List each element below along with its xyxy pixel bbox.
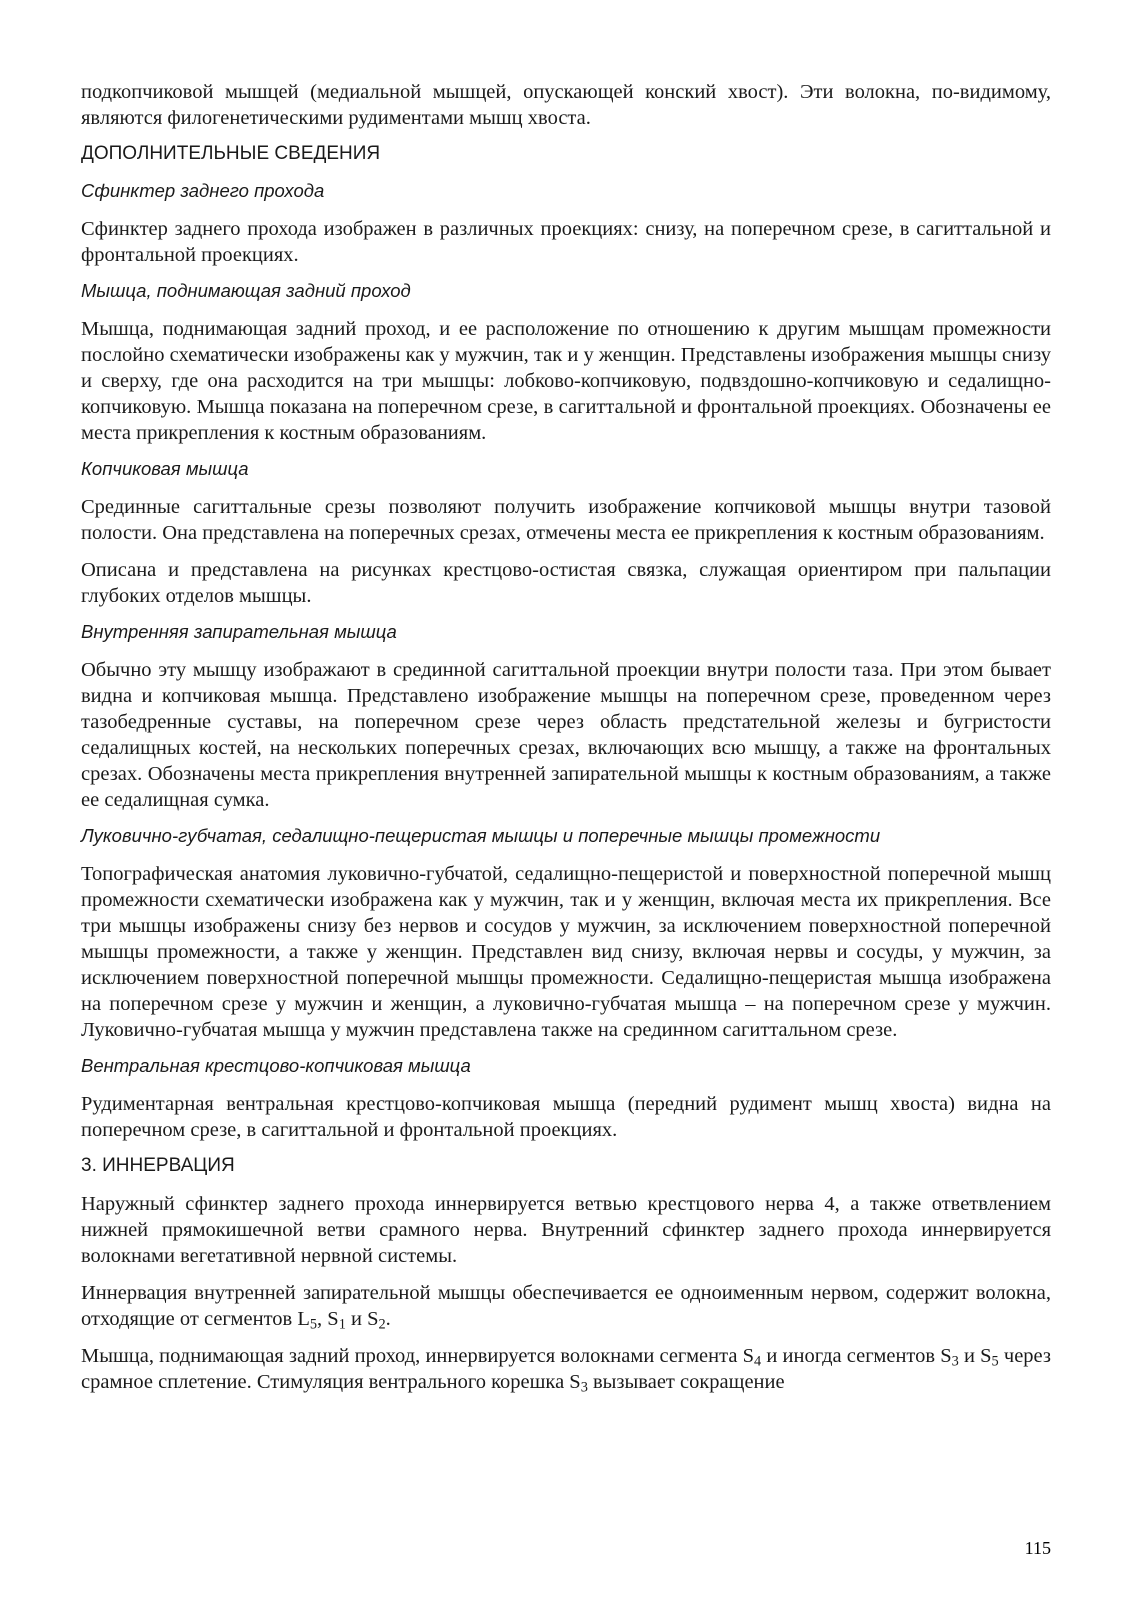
heading-levator-ani: Мышца, поднимающая задний проход bbox=[81, 280, 411, 301]
para-levator-nerve: Мышца, поднимающая задний проход, иннервируется волокнами сегмента $S_4$ и иногда сегментов $S_3$ и $S_5$ через срамное сплетение. Стимуляция вентрального корешка $S_3$ вызывает сокращение bbox=[81, 1345, 1051, 1396]
para-continued-intro: подкопчиковой мышцей (медиальной мышцей, опускающей конский хвост). Эти волокна, по-видимому, являются филогенетическими рудиментами мышц хвоста. bbox=[81, 81, 1051, 129]
text-blocks bbox=[81, 79, 1051, 1269]
para-coccygeus-1: Срединные сагиттальные срезы позволяют получить изображение копчиковой мышцы внутри тазовой полости. Она представлена на поперечных срезах, отмечены места ее прикрепления к костным образованиям. bbox=[81, 496, 1051, 544]
para-coccygeus-2: Описана и представлена на рисунках крестцово-остистая связка, служащая ориентиром при пальпации глубоких отделов мышцы. bbox=[81, 559, 1051, 607]
page-number: 115 bbox=[1024, 1538, 1051, 1558]
heading-anal-sphincter: Сфинктер заднего прохода bbox=[81, 180, 325, 201]
heading-ventral-sacrococcygeal: Вентральная крестцово-копчиковая мышца bbox=[81, 1055, 471, 1076]
para-obturator-nerve: Иннервация внутренней запирательной мышцы обеспечивается ее одноименным нервом, содержит волокна, отходящие от сегментов $L_5$, $S_1$ и $S_2$. bbox=[81, 1282, 1051, 1333]
para-ventral-sacrococcygeal: Рудиментарная вентральная крестцово-копчиковая мышца (передний рудимент мышц хвоста) видна на поперечном срезе, в сагиттальной и фронтальной проекциях. bbox=[81, 1093, 1051, 1141]
heading-obturator-internus: Внутренняя запирательная мышца bbox=[81, 621, 397, 642]
heading-innervation: 3. ИННЕРВАЦИЯ bbox=[81, 1155, 235, 1176]
heading-bulbospongiosus: Луковично-губчатая, седалищно-пещеристая мышцы и поперечные мышцы промежности bbox=[81, 825, 881, 846]
para-bulbospongiosus: Топографическая анатомия луковично-губчатой, седалищно-пещеристой и поверхностной поперечной мышц промежности схематически изображена как у мужчин, так и у женщин, включая места их прикрепления. Все три мышцы изображены снизу без нервов и сосудов у мужчин, за исключением поверхностной поперечной мышцы промежности, а также у женщин. Представлен вид снизу, включая нервы и сосуды, у мужчин, за исключением поверхностной поперечной мышцы промежности. Седалищно-пещеристая мышца изображена на поперечном срезе у мужчин и женщин, а луковично-губчатая мышца – на поперечном срезе у мужчин. Луковично-губчатая мышца у мужчин представлена также на срединном сагиттальном срезе. bbox=[81, 863, 1051, 1041]
para-innervation-1: Наружный сфинктер заднего прохода иннервируется ветвью крестцового нерва 4, а также ответвлением нижней прямокишечной ветви срамного нерва. Внутренний сфинктер заднего прохода иннервируется волокнами вегетативной нервной системы. bbox=[81, 1193, 1051, 1267]
heading-coccygeus: Копчиковая мышца bbox=[81, 458, 249, 479]
para-anal-sphincter: Сфинктер заднего прохода изображен в различных проекциях: снизу, на поперечном срезе, в сагиттальной и фронтальной проекциях. bbox=[81, 218, 1051, 266]
para-levator-ani: Мышца, поднимающая задний проход, и ее расположение по отношению к другим мышцам промежности послойно схематически изображены как у мужчин, так и у женщин. Представлены изображения мышцы снизу и сверху, где она расходится на три мышцы: лобково-копчиковую, подвздошно-копчиковую и седалищно-копчиковую. Мышца показана на поперечном срезе, в сагиттальной и фронтальной проекциях. Обозначены ее места прикрепления к костным образованиям. bbox=[81, 318, 1051, 444]
para-obturator-internus: Обычно эту мышцу изображают в срединной сагиттальной проекции внутри полости таза. При этом бывает видна и копчиковая мышца. Представлено изображение мышцы на поперечном срезе, проведенном через тазобедренные суставы, на поперечном срезе через область предстательной железы и бугристости седалищных костей, на нескольких поперечных срезах, включающих всю мышцу, а также на фронтальных срезах. Обозначены места прикрепления внутренней запирательной мышцы к костным образованиям, а также ее седалищная сумка. bbox=[81, 659, 1051, 811]
heading-additional-info: ДОПОЛНИТЕЛЬНЫЕ СВЕДЕНИЯ bbox=[81, 143, 381, 164]
page-body bbox=[81, 79, 1051, 1406]
